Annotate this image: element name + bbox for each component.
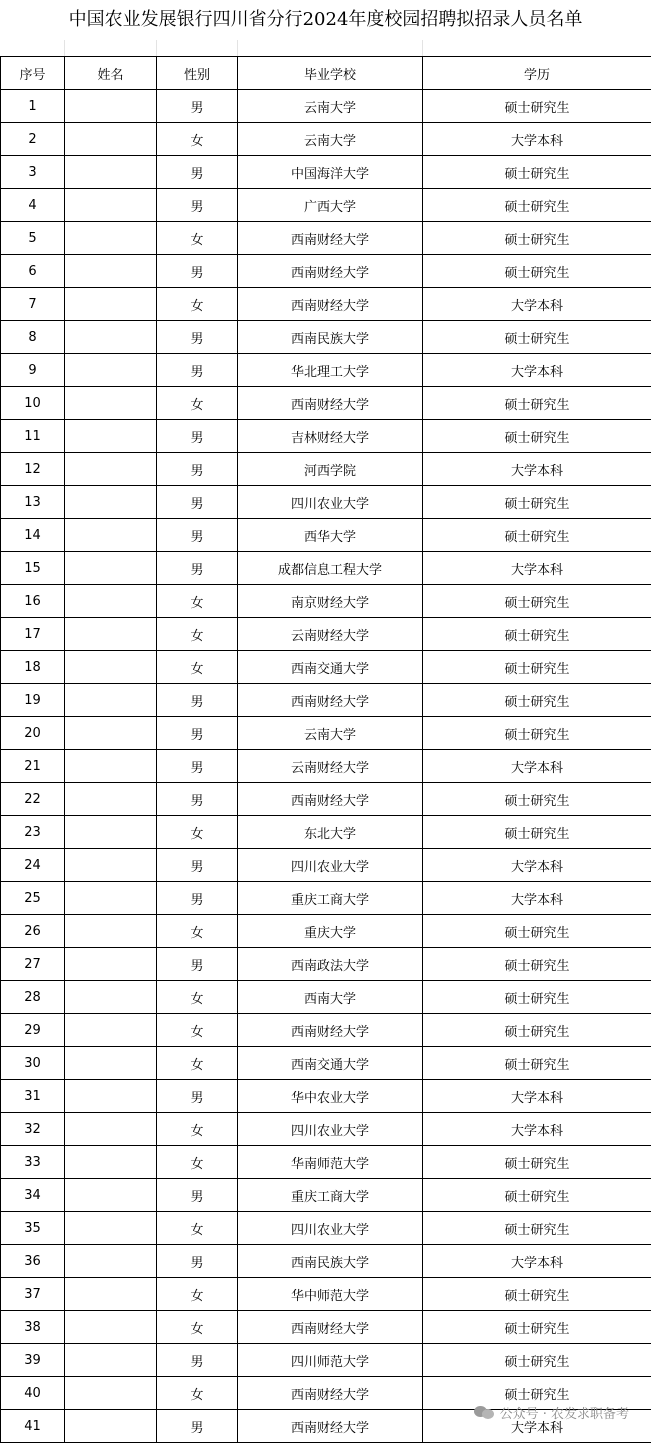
cell-gender: 男 bbox=[157, 156, 238, 189]
cell-education: 硕士研究生 bbox=[423, 651, 651, 684]
table-row bbox=[1, 255, 651, 288]
cell-gender: 男 bbox=[157, 90, 238, 123]
table-row bbox=[1, 1146, 651, 1179]
cell-gender: 男 bbox=[157, 1179, 238, 1212]
table-row bbox=[1, 618, 651, 651]
table-row bbox=[1, 915, 651, 948]
table-row bbox=[1, 1278, 651, 1311]
cell-education: 硕士研究生 bbox=[423, 1278, 651, 1311]
table-row bbox=[1, 123, 651, 156]
table-row bbox=[1, 519, 651, 552]
cell-seq: 22 bbox=[1, 783, 65, 816]
cell-name bbox=[65, 1047, 157, 1080]
cell-school: 云南财经大学 bbox=[238, 750, 423, 783]
cell-education: 硕士研究生 bbox=[423, 420, 651, 453]
cell-education: 大学本科 bbox=[423, 882, 651, 915]
cell-name bbox=[65, 1311, 157, 1344]
cell-name bbox=[65, 1377, 157, 1410]
cell-education: 硕士研究生 bbox=[423, 1179, 651, 1212]
table-row bbox=[1, 882, 651, 915]
cell-gender: 男 bbox=[157, 519, 238, 552]
cell-education: 硕士研究生 bbox=[423, 321, 651, 354]
cell-seq: 15 bbox=[1, 552, 65, 585]
cell-name bbox=[65, 651, 157, 684]
cell-education: 大学本科 bbox=[423, 1080, 651, 1113]
cell-name bbox=[65, 1278, 157, 1311]
cell-gender: 男 bbox=[157, 1245, 238, 1278]
cell-education: 硕士研究生 bbox=[423, 684, 651, 717]
cell-school: 云南大学 bbox=[238, 717, 423, 750]
cell-school: 河西学院 bbox=[238, 453, 423, 486]
cell-education: 硕士研究生 bbox=[423, 222, 651, 255]
cell-school: 重庆工商大学 bbox=[238, 1179, 423, 1212]
cell-seq: 30 bbox=[1, 1047, 65, 1080]
cell-education: 硕士研究生 bbox=[423, 915, 651, 948]
table-row bbox=[1, 1344, 651, 1377]
cell-name bbox=[65, 189, 157, 222]
cell-seq: 34 bbox=[1, 1179, 65, 1212]
cell-name bbox=[65, 1344, 157, 1377]
cell-gender: 女 bbox=[157, 618, 238, 651]
cell-education: 硕士研究生 bbox=[423, 255, 651, 288]
cell-school: 西南交通大学 bbox=[238, 1047, 423, 1080]
cell-name bbox=[65, 816, 157, 849]
cell-name bbox=[65, 321, 157, 354]
cell-seq: 13 bbox=[1, 486, 65, 519]
cell-gender: 女 bbox=[157, 915, 238, 948]
cell-name bbox=[65, 222, 157, 255]
cell-school: 西南财经大学 bbox=[238, 1311, 423, 1344]
cell-education: 硕士研究生 bbox=[423, 816, 651, 849]
cell-school: 西南民族大学 bbox=[238, 1245, 423, 1278]
cell-gender: 男 bbox=[157, 948, 238, 981]
cell-seq: 36 bbox=[1, 1245, 65, 1278]
table-row bbox=[1, 552, 651, 585]
cell-school: 西南财经大学 bbox=[238, 783, 423, 816]
cell-education: 硕士研究生 bbox=[423, 1212, 651, 1245]
cell-seq: 29 bbox=[1, 1014, 65, 1047]
table-row bbox=[1, 1179, 651, 1212]
cell-school: 西南交通大学 bbox=[238, 651, 423, 684]
cell-education: 硕士研究生 bbox=[423, 948, 651, 981]
cell-gender: 男 bbox=[157, 420, 238, 453]
header-school: 毕业学校 bbox=[238, 57, 423, 90]
cell-school: 四川师范大学 bbox=[238, 1344, 423, 1377]
cell-seq: 21 bbox=[1, 750, 65, 783]
cell-gender: 女 bbox=[157, 1146, 238, 1179]
cell-gender: 男 bbox=[157, 486, 238, 519]
cell-seq: 27 bbox=[1, 948, 65, 981]
cell-name bbox=[65, 750, 157, 783]
cell-gender: 男 bbox=[157, 849, 238, 882]
table-row bbox=[1, 717, 651, 750]
spacer-row bbox=[0, 40, 651, 56]
cell-seq: 12 bbox=[1, 453, 65, 486]
cell-seq: 33 bbox=[1, 1146, 65, 1179]
cell-gender: 男 bbox=[157, 684, 238, 717]
cell-seq: 17 bbox=[1, 618, 65, 651]
table-row bbox=[1, 1245, 651, 1278]
cell-education: 硕士研究生 bbox=[423, 1014, 651, 1047]
cell-school: 西南政法大学 bbox=[238, 948, 423, 981]
table-row bbox=[1, 1311, 651, 1344]
cell-name bbox=[65, 420, 157, 453]
cell-seq: 7 bbox=[1, 288, 65, 321]
cell-education: 硕士研究生 bbox=[423, 1311, 651, 1344]
header-gender: 性别 bbox=[157, 57, 238, 90]
cell-school: 重庆大学 bbox=[238, 915, 423, 948]
cell-name bbox=[65, 90, 157, 123]
cell-gender: 女 bbox=[157, 1212, 238, 1245]
table-row bbox=[1, 288, 651, 321]
cell-school: 华北理工大学 bbox=[238, 354, 423, 387]
table-row bbox=[1, 1212, 651, 1245]
cell-gender: 男 bbox=[157, 717, 238, 750]
cell-gender: 女 bbox=[157, 651, 238, 684]
cell-seq: 11 bbox=[1, 420, 65, 453]
cell-school: 西南财经大学 bbox=[238, 684, 423, 717]
table-row bbox=[1, 222, 651, 255]
cell-school: 西南财经大学 bbox=[238, 1410, 423, 1443]
cell-school: 中国海洋大学 bbox=[238, 156, 423, 189]
cell-school: 东北大学 bbox=[238, 816, 423, 849]
cell-education: 硕士研究生 bbox=[423, 156, 651, 189]
cell-school: 西南民族大学 bbox=[238, 321, 423, 354]
cell-seq: 40 bbox=[1, 1377, 65, 1410]
cell-education: 硕士研究生 bbox=[423, 1047, 651, 1080]
cell-seq: 23 bbox=[1, 816, 65, 849]
cell-school: 重庆工商大学 bbox=[238, 882, 423, 915]
cell-name bbox=[65, 486, 157, 519]
cell-name bbox=[65, 1212, 157, 1245]
header-seq: 序号 bbox=[1, 57, 65, 90]
cell-seq: 1 bbox=[1, 90, 65, 123]
cell-gender: 女 bbox=[157, 816, 238, 849]
cell-gender: 女 bbox=[157, 585, 238, 618]
cell-gender: 女 bbox=[157, 222, 238, 255]
cell-gender: 女 bbox=[157, 1311, 238, 1344]
cell-seq: 9 bbox=[1, 354, 65, 387]
cell-name bbox=[65, 453, 157, 486]
watermark-text: 公众号 · 农发求职备考 bbox=[500, 1403, 629, 1422]
cell-name bbox=[65, 585, 157, 618]
table-row bbox=[1, 189, 651, 222]
cell-seq: 39 bbox=[1, 1344, 65, 1377]
cell-school: 四川农业大学 bbox=[238, 849, 423, 882]
cell-gender: 女 bbox=[157, 123, 238, 156]
cell-seq: 38 bbox=[1, 1311, 65, 1344]
cell-school: 西南大学 bbox=[238, 981, 423, 1014]
cell-seq: 4 bbox=[1, 189, 65, 222]
cell-education: 大学本科 bbox=[423, 1245, 651, 1278]
cell-school: 华中农业大学 bbox=[238, 1080, 423, 1113]
cell-name bbox=[65, 783, 157, 816]
cell-gender: 女 bbox=[157, 981, 238, 1014]
cell-gender: 男 bbox=[157, 783, 238, 816]
table-row bbox=[1, 750, 651, 783]
cell-gender: 男 bbox=[157, 1080, 238, 1113]
cell-seq: 18 bbox=[1, 651, 65, 684]
cell-name bbox=[65, 156, 157, 189]
cell-name bbox=[65, 1080, 157, 1113]
cell-name bbox=[65, 552, 157, 585]
cell-education: 大学本科 bbox=[423, 750, 651, 783]
table-row bbox=[1, 585, 651, 618]
table-row bbox=[1, 684, 651, 717]
cell-name bbox=[65, 849, 157, 882]
cell-name bbox=[65, 915, 157, 948]
cell-school: 南京财经大学 bbox=[238, 585, 423, 618]
cell-gender: 女 bbox=[157, 1278, 238, 1311]
table-row bbox=[1, 90, 651, 123]
table-row bbox=[1, 981, 651, 1014]
table-body bbox=[1, 90, 651, 1443]
cell-seq: 10 bbox=[1, 387, 65, 420]
cell-school: 西南财经大学 bbox=[238, 222, 423, 255]
candidate-table bbox=[0, 56, 651, 1443]
cell-school: 华南师范大学 bbox=[238, 1146, 423, 1179]
table-row bbox=[1, 1113, 651, 1146]
header-name: 姓名 bbox=[65, 57, 157, 90]
cell-school: 西南财经大学 bbox=[238, 387, 423, 420]
table-row bbox=[1, 783, 651, 816]
cell-gender: 女 bbox=[157, 1047, 238, 1080]
table-row bbox=[1, 948, 651, 981]
cell-school: 西南财经大学 bbox=[238, 288, 423, 321]
cell-seq: 26 bbox=[1, 915, 65, 948]
cell-education: 硕士研究生 bbox=[423, 486, 651, 519]
cell-education: 硕士研究生 bbox=[423, 783, 651, 816]
document-title: 中国农业发展银行四川省分行2024年度校园招聘拟招录人员名单 bbox=[0, 0, 651, 40]
cell-seq: 31 bbox=[1, 1080, 65, 1113]
cell-school: 吉林财经大学 bbox=[238, 420, 423, 453]
watermark bbox=[474, 1400, 629, 1424]
cell-education: 大学本科 bbox=[423, 123, 651, 156]
table-row bbox=[1, 816, 651, 849]
cell-seq: 6 bbox=[1, 255, 65, 288]
cell-education: 大学本科 bbox=[423, 453, 651, 486]
cell-seq: 3 bbox=[1, 156, 65, 189]
cell-school: 四川农业大学 bbox=[238, 1212, 423, 1245]
cell-education: 硕士研究生 bbox=[423, 585, 651, 618]
cell-name bbox=[65, 948, 157, 981]
cell-school: 西南财经大学 bbox=[238, 255, 423, 288]
table-row bbox=[1, 1047, 651, 1080]
cell-name bbox=[65, 288, 157, 321]
cell-gender: 女 bbox=[157, 387, 238, 420]
cell-seq: 16 bbox=[1, 585, 65, 618]
table-row bbox=[1, 486, 651, 519]
cell-education: 硕士研究生 bbox=[423, 1344, 651, 1377]
cell-gender: 女 bbox=[157, 1014, 238, 1047]
cell-gender: 男 bbox=[157, 750, 238, 783]
cell-name bbox=[65, 1146, 157, 1179]
cell-name bbox=[65, 354, 157, 387]
cell-education: 硕士研究生 bbox=[423, 387, 651, 420]
cell-education: 硕士研究生 bbox=[423, 981, 651, 1014]
cell-education: 大学本科 bbox=[423, 1410, 651, 1443]
table-header-row bbox=[1, 57, 651, 90]
cell-name bbox=[65, 684, 157, 717]
cell-education: 大学本科 bbox=[423, 1113, 651, 1146]
cell-gender: 女 bbox=[157, 1113, 238, 1146]
table-row bbox=[1, 420, 651, 453]
cell-seq: 28 bbox=[1, 981, 65, 1014]
cell-name bbox=[65, 981, 157, 1014]
cell-name bbox=[65, 1014, 157, 1047]
cell-name bbox=[65, 123, 157, 156]
cell-school: 西华大学 bbox=[238, 519, 423, 552]
cell-name bbox=[65, 387, 157, 420]
table-row bbox=[1, 651, 651, 684]
cell-school: 云南大学 bbox=[238, 90, 423, 123]
cell-school: 西南财经大学 bbox=[238, 1014, 423, 1047]
cell-seq: 14 bbox=[1, 519, 65, 552]
cell-gender: 男 bbox=[157, 255, 238, 288]
cell-seq: 24 bbox=[1, 849, 65, 882]
cell-gender: 男 bbox=[157, 321, 238, 354]
cell-gender: 男 bbox=[157, 882, 238, 915]
cell-school: 广西大学 bbox=[238, 189, 423, 222]
table-row bbox=[1, 1080, 651, 1113]
cell-school: 四川农业大学 bbox=[238, 1113, 423, 1146]
cell-education: 硕士研究生 bbox=[423, 519, 651, 552]
header-education: 学历 bbox=[423, 57, 651, 90]
cell-name bbox=[65, 618, 157, 651]
cell-education: 大学本科 bbox=[423, 552, 651, 585]
cell-name bbox=[65, 717, 157, 750]
cell-seq: 41 bbox=[1, 1410, 65, 1443]
cell-seq: 2 bbox=[1, 123, 65, 156]
cell-gender: 男 bbox=[157, 1344, 238, 1377]
cell-school: 云南财经大学 bbox=[238, 618, 423, 651]
cell-name bbox=[65, 1113, 157, 1146]
cell-gender: 男 bbox=[157, 453, 238, 486]
cell-gender: 男 bbox=[157, 189, 238, 222]
cell-name bbox=[65, 519, 157, 552]
cell-school: 四川农业大学 bbox=[238, 486, 423, 519]
cell-education: 大学本科 bbox=[423, 354, 651, 387]
cell-gender: 男 bbox=[157, 552, 238, 585]
cell-school: 成都信息工程大学 bbox=[238, 552, 423, 585]
cell-seq: 25 bbox=[1, 882, 65, 915]
cell-education: 大学本科 bbox=[423, 849, 651, 882]
table-row bbox=[1, 849, 651, 882]
cell-gender: 男 bbox=[157, 1410, 238, 1443]
cell-seq: 8 bbox=[1, 321, 65, 354]
wechat-icon bbox=[474, 1405, 494, 1419]
cell-gender: 男 bbox=[157, 354, 238, 387]
cell-seq: 5 bbox=[1, 222, 65, 255]
cell-school: 云南大学 bbox=[238, 123, 423, 156]
cell-seq: 20 bbox=[1, 717, 65, 750]
table-row bbox=[1, 1014, 651, 1047]
table-row bbox=[1, 354, 651, 387]
table-row bbox=[1, 453, 651, 486]
cell-seq: 19 bbox=[1, 684, 65, 717]
cell-gender: 女 bbox=[157, 288, 238, 321]
cell-school: 西南财经大学 bbox=[238, 1377, 423, 1410]
cell-education: 硕士研究生 bbox=[423, 618, 651, 651]
cell-gender: 女 bbox=[157, 1377, 238, 1410]
cell-seq: 37 bbox=[1, 1278, 65, 1311]
cell-seq: 32 bbox=[1, 1113, 65, 1146]
cell-education: 大学本科 bbox=[423, 288, 651, 321]
cell-name bbox=[65, 1245, 157, 1278]
cell-education: 硕士研究生 bbox=[423, 1146, 651, 1179]
table-row bbox=[1, 321, 651, 354]
cell-education: 硕士研究生 bbox=[423, 189, 651, 222]
cell-education: 硕士研究生 bbox=[423, 717, 651, 750]
cell-education: 硕士研究生 bbox=[423, 1377, 651, 1410]
table-row bbox=[1, 156, 651, 189]
table-row bbox=[1, 387, 651, 420]
cell-name bbox=[65, 882, 157, 915]
cell-school: 华中师范大学 bbox=[238, 1278, 423, 1311]
cell-name bbox=[65, 255, 157, 288]
cell-seq: 35 bbox=[1, 1212, 65, 1245]
cell-name bbox=[65, 1179, 157, 1212]
cell-education: 硕士研究生 bbox=[423, 90, 651, 123]
